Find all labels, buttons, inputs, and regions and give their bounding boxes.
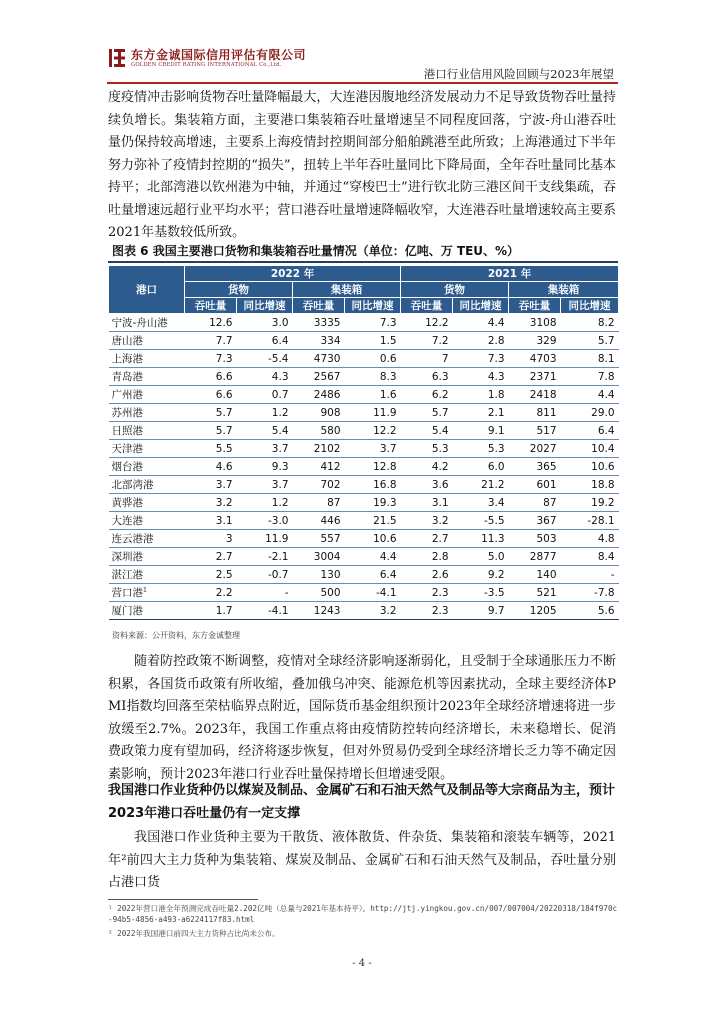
figure-title: 图表 6 我国主要港口货物和集装箱吞吐量情况（单位：亿吨、万 TEU、%） (112, 244, 520, 258)
container-throughput-2022-cell: 1243 (293, 602, 345, 620)
port-name-cell (109, 350, 185, 368)
container-throughput-2022-cell: 702 (293, 476, 345, 494)
goods-growth-2022-cell: -0.7 (237, 566, 293, 584)
container-throughput-2021-cell: 2027 (509, 440, 561, 458)
goods-throughput-2022-cell: 5.7 (185, 404, 237, 422)
port-name: 唐山港 (111, 335, 143, 347)
container-growth-2022-cell: 1.6 (345, 386, 401, 404)
goods-growth-2021-cell: 5.0 (453, 548, 509, 566)
goods-growth-2022-cell: 1.2 (237, 494, 293, 512)
section-heading: 我国港口作业货种仍以煤炭及制品、金属矿石和石油天然气及制品等大宗商品为主，预计2023年港口吞吐量仍有一定支撑 (108, 783, 616, 821)
document-title: 港口行业信用风险回顾与2023年展望 (423, 67, 614, 81)
goods-throughput-2021-cell: 2.3 (401, 602, 453, 620)
container-growth-2022-cell: 1.5 (345, 332, 401, 350)
goods-growth-2021-cell: 9.2 (453, 566, 509, 584)
port-name-cell (109, 584, 185, 602)
container-growth-2021-cell: 4.8 (561, 530, 619, 548)
container-throughput-2021-cell: 2418 (509, 386, 561, 404)
goods-throughput-2022-cell: 7.7 (185, 332, 237, 350)
col-header-2021: 2021 年 (401, 266, 619, 282)
container-throughput-2021-cell: 367 (509, 512, 561, 530)
col-header-throughput: 吞吐量 (509, 298, 561, 314)
table-row (109, 422, 619, 440)
goods-growth-2022-cell: 3.0 (237, 314, 293, 332)
goods-throughput-2021-cell: 2.8 (401, 548, 453, 566)
goods-growth-2021-cell: 5.3 (453, 440, 509, 458)
goods-throughput-2021-cell: 3.2 (401, 512, 453, 530)
goods-throughput-2021-cell: 12.2 (401, 314, 453, 332)
container-throughput-2021-cell: 1205 (509, 602, 561, 620)
container-growth-2022-cell: 11.9 (345, 404, 401, 422)
goods-growth-2021-cell: 6.0 (453, 458, 509, 476)
table-row (109, 368, 619, 386)
goods-throughput-2021-cell: 7.2 (401, 332, 453, 350)
table-row (109, 476, 619, 494)
container-growth-2021-cell: 5.6 (561, 602, 619, 620)
container-growth-2021-cell: 18.8 (561, 476, 619, 494)
container-throughput-2022-cell: 580 (293, 422, 345, 440)
container-throughput-2022-cell: 4730 (293, 350, 345, 368)
container-throughput-2022-cell: 87 (293, 494, 345, 512)
footnote-marker: 1 (143, 586, 147, 594)
container-throughput-2022-cell: 412 (293, 458, 345, 476)
container-growth-2022-cell: 12.8 (345, 458, 401, 476)
container-growth-2021-cell: 8.4 (561, 548, 619, 566)
port-name-cell (109, 494, 185, 512)
company-logo-icon (108, 48, 126, 68)
goods-throughput-2021-cell: 7 (401, 350, 453, 368)
container-growth-2022-cell: 4.4 (345, 548, 401, 566)
goods-growth-2021-cell: 2.1 (453, 404, 509, 422)
port-name: 日照港 (111, 425, 143, 437)
port-name: 营口港 (111, 587, 143, 599)
table-row (109, 458, 619, 476)
goods-throughput-2022-cell: 5.7 (185, 422, 237, 440)
container-growth-2022-cell: 7.3 (345, 314, 401, 332)
goods-growth-2022-cell: -4.1 (237, 602, 293, 620)
container-throughput-2022-cell: 130 (293, 566, 345, 584)
goods-growth-2022-cell: 0.7 (237, 386, 293, 404)
goods-throughput-2022-cell: 5.5 (185, 440, 237, 458)
goods-throughput-2021-cell: 5.4 (401, 422, 453, 440)
container-growth-2021-cell: - (561, 566, 619, 584)
port-name: 广州港 (111, 389, 143, 401)
goods-throughput-2022-cell: 6.6 (185, 368, 237, 386)
col-header-container-2021: 集装箱 (509, 282, 619, 298)
col-header-throughput: 吞吐量 (401, 298, 453, 314)
container-growth-2021-cell: 19.2 (561, 494, 619, 512)
container-throughput-2022-cell: 2102 (293, 440, 345, 458)
goods-throughput-2022-cell: 2.7 (185, 548, 237, 566)
container-throughput-2021-cell: 503 (509, 530, 561, 548)
port-name: 宁波-舟山港 (111, 317, 168, 329)
company-name-en: GOLDEN CREDIT RATING INTERNATIONAL Co.,Ltd. (131, 62, 282, 68)
container-throughput-2021-cell: 365 (509, 458, 561, 476)
goods-throughput-2021-cell: 2.6 (401, 566, 453, 584)
port-name-cell (109, 476, 185, 494)
goods-growth-2021-cell: 2.8 (453, 332, 509, 350)
col-header-throughput: 吞吐量 (185, 298, 237, 314)
container-growth-2022-cell: 19.3 (345, 494, 401, 512)
footnote-divider (108, 899, 258, 900)
goods-throughput-2021-cell: 4.2 (401, 458, 453, 476)
container-throughput-2021-cell: 521 (509, 584, 561, 602)
container-throughput-2021-cell: 2877 (509, 548, 561, 566)
col-header-2022: 2022 年 (185, 266, 401, 282)
goods-growth-2022-cell: 3.7 (237, 440, 293, 458)
goods-growth-2022-cell: 5.4 (237, 422, 293, 440)
goods-throughput-2021-cell: 5.7 (401, 404, 453, 422)
table-row (109, 332, 619, 350)
goods-growth-2022-cell: -2.1 (237, 548, 293, 566)
col-header-growth: 同比增速 (345, 298, 401, 314)
container-throughput-2022-cell: 334 (293, 332, 345, 350)
port-name: 北部湾港 (111, 479, 154, 491)
goods-throughput-2021-cell: 5.3 (401, 440, 453, 458)
container-throughput-2022-cell: 2567 (293, 368, 345, 386)
goods-growth-2021-cell: 7.3 (453, 350, 509, 368)
body-paragraph-1: 度疫情冲击影响货物吞吐量降幅最大，大连港因腹地经济发展动力不足导致货物吞吐量持续负增长。集装箱方面，主要港口集装箱吞吐量增速呈不同程度回落，宁波-舟山港吞吐量仍保持较高增速，主要系上海疫情封控期间部分船舶跳港至此所致；上海港通过下半年努力弥补了疫情封控期的“损失”，扭转上半年吞吐量同比下降局面，全年吞吐量同比基本持平；北部湾港以钦州港为中轴，并通过“穿梭巴士”进行钦北防三港区间干支线集疏，吞吐量增速远超行业平均水平；营口港吞吐量增速降幅收窄，大连港吞吐量增速较高主要系2021年基数较低所致。 (108, 90, 616, 240)
container-growth-2022-cell: 3.2 (345, 602, 401, 620)
container-throughput-2021-cell: 4703 (509, 350, 561, 368)
goods-growth-2021-cell: -3.5 (453, 584, 509, 602)
port-name-cell (109, 368, 185, 386)
container-growth-2021-cell: 6.4 (561, 422, 619, 440)
container-growth-2021-cell: 5.7 (561, 332, 619, 350)
goods-growth-2022-cell: 9.3 (237, 458, 293, 476)
goods-throughput-2021-cell: 6.2 (401, 386, 453, 404)
table-row (109, 548, 619, 566)
goods-throughput-2021-cell: 3.1 (401, 494, 453, 512)
goods-growth-2021-cell: 9.7 (453, 602, 509, 620)
container-throughput-2022-cell: 2486 (293, 386, 345, 404)
container-throughput-2022-cell: 3004 (293, 548, 345, 566)
container-growth-2022-cell: 0.6 (345, 350, 401, 368)
container-throughput-2022-cell: 3335 (293, 314, 345, 332)
container-throughput-2022-cell: 908 (293, 404, 345, 422)
goods-throughput-2022-cell: 2.2 (185, 584, 237, 602)
figure-title-rule (108, 261, 618, 263)
port-name: 烟台港 (111, 461, 143, 473)
container-growth-2021-cell: 7.8 (561, 368, 619, 386)
col-header-growth: 同比增速 (561, 298, 619, 314)
goods-throughput-2022-cell: 2.5 (185, 566, 237, 584)
goods-throughput-2022-cell: 4.6 (185, 458, 237, 476)
port-name-cell (109, 440, 185, 458)
goods-growth-2021-cell: 11.3 (453, 530, 509, 548)
goods-growth-2021-cell: 4.4 (453, 314, 509, 332)
goods-throughput-2021-cell: 6.3 (401, 368, 453, 386)
table-row (109, 386, 619, 404)
port-name-cell (109, 458, 185, 476)
goods-growth-2021-cell: 21.2 (453, 476, 509, 494)
container-throughput-2021-cell: 601 (509, 476, 561, 494)
table-row (109, 512, 619, 530)
container-growth-2022-cell: 16.8 (345, 476, 401, 494)
container-growth-2022-cell: 21.5 (345, 512, 401, 530)
port-name: 连云港港 (111, 533, 154, 545)
container-growth-2021-cell: 8.2 (561, 314, 619, 332)
footnote-2: ² 2022年我国港口前四大主力货种占比尚未公布。 (108, 929, 280, 938)
goods-growth-2021-cell: 1.8 (453, 386, 509, 404)
goods-growth-2021-cell: -5.5 (453, 512, 509, 530)
container-throughput-2021-cell: 87 (509, 494, 561, 512)
port-name-cell (109, 512, 185, 530)
goods-growth-2021-cell: 4.3 (453, 368, 509, 386)
port-name-cell (109, 548, 185, 566)
goods-growth-2022-cell: 11.9 (237, 530, 293, 548)
goods-throughput-2022-cell: 3.2 (185, 494, 237, 512)
goods-growth-2021-cell: 9.1 (453, 422, 509, 440)
container-throughput-2021-cell: 3108 (509, 314, 561, 332)
table-row (109, 602, 619, 620)
goods-throughput-2022-cell: 1.7 (185, 602, 237, 620)
goods-growth-2022-cell: 3.7 (237, 476, 293, 494)
goods-throughput-2022-cell: 3.7 (185, 476, 237, 494)
company-name-cn: 东方金诚国际信用评估有限公司 (131, 48, 307, 62)
goods-throughput-2022-cell: 12.6 (185, 314, 237, 332)
container-throughput-2021-cell: 140 (509, 566, 561, 584)
table-row (109, 530, 619, 548)
goods-growth-2022-cell: - (237, 584, 293, 602)
goods-throughput-2022-cell: 7.3 (185, 350, 237, 368)
table-row (109, 494, 619, 512)
col-header-goods-2021: 货物 (401, 282, 509, 298)
body-paragraph-2: 随着防控政策不断调整，疫情对全球经济影响逐渐弱化，且受制于全球通胀压力不断积累，各国货币政策有所收缩，叠加俄乌冲突、能源危机等因素扰动，全球主要经济体PMI指数均回落至荣枯临界点附近，国际货币基金组织预计2023年全球经济增速将进一步放缓至2.7%。2023年，我国工作重点将由疫情防控转向经济增长，未来稳增长、促消费政策力度有望加码，经济将逐步恢复，但对外贸易仍受到全球经济增长乏力等不确定因素影响，预计2023年港口行业吞吐量保持增长但增速受限。 (108, 654, 616, 782)
container-growth-2022-cell: 6.4 (345, 566, 401, 584)
container-growth-2021-cell: -7.8 (561, 584, 619, 602)
col-header-goods-2022: 货物 (185, 282, 293, 298)
header-divider (107, 82, 618, 84)
port-name-cell (109, 386, 185, 404)
port-name-cell (109, 314, 185, 332)
port-name-cell (109, 530, 185, 548)
port-throughput-table (108, 265, 619, 620)
container-growth-2021-cell: 10.4 (561, 440, 619, 458)
goods-growth-2022-cell: 1.2 (237, 404, 293, 422)
port-name: 天津港 (111, 443, 143, 455)
port-name-cell (109, 422, 185, 440)
container-throughput-2022-cell: 557 (293, 530, 345, 548)
container-throughput-2022-cell: 500 (293, 584, 345, 602)
table-row (109, 566, 619, 584)
table-row (109, 440, 619, 458)
port-name-cell (109, 332, 185, 350)
table-row (109, 404, 619, 422)
port-name-cell (109, 566, 185, 584)
col-header-growth: 同比增速 (453, 298, 509, 314)
port-name: 上海港 (111, 353, 143, 365)
container-growth-2022-cell: 3.7 (345, 440, 401, 458)
goods-growth-2022-cell: -3.0 (237, 512, 293, 530)
body-paragraph-3: 我国港口作业货种主要为干散货、液体散货、件杂货、集装箱和滚装车辆等，2021年²前四大主力货种为集装箱、煤炭及制品、金属矿石和石油天然气及制品，吞吐量分别占港口货 (108, 830, 616, 890)
col-header-port: 港口 (109, 266, 185, 314)
port-name: 大连港 (111, 515, 143, 527)
container-growth-2022-cell: 10.6 (345, 530, 401, 548)
goods-throughput-2022-cell: 3 (185, 530, 237, 548)
table-row (109, 584, 619, 602)
port-name: 深圳港 (111, 551, 143, 563)
port-name-cell (109, 602, 185, 620)
goods-throughput-2021-cell: 3.6 (401, 476, 453, 494)
goods-throughput-2022-cell: 3.1 (185, 512, 237, 530)
goods-throughput-2021-cell: 2.3 (401, 584, 453, 602)
container-growth-2021-cell: 4.4 (561, 386, 619, 404)
goods-growth-2022-cell: -5.4 (237, 350, 293, 368)
port-name: 黄骅港 (111, 497, 143, 509)
container-growth-2022-cell: 8.3 (345, 368, 401, 386)
goods-growth-2022-cell: 4.3 (237, 368, 293, 386)
container-growth-2022-cell: -4.1 (345, 584, 401, 602)
container-throughput-2021-cell: 2371 (509, 368, 561, 386)
port-name: 厦门港 (111, 605, 143, 617)
table-row (109, 314, 619, 332)
page-number: - 4 - (352, 958, 372, 969)
container-growth-2021-cell: -28.1 (561, 512, 619, 530)
port-name: 苏州港 (111, 407, 143, 419)
goods-throughput-2021-cell: 2.7 (401, 530, 453, 548)
container-growth-2021-cell: 29.0 (561, 404, 619, 422)
container-throughput-2021-cell: 811 (509, 404, 561, 422)
port-name-cell (109, 404, 185, 422)
footnote-1: ¹ 2022年营口港全年预测完成吞吐量2.202亿吨（总量与2021年基本持平）。http://jtj.yingkou.gov.cn/007/007004/20220318/184f970c-94b5-4856-a493-a6224117f83.html (108, 904, 618, 924)
container-throughput-2021-cell: 517 (509, 422, 561, 440)
container-throughput-2021-cell: 329 (509, 332, 561, 350)
figure-source: 资料来源：公开资料，东方金诚整理 (112, 631, 240, 640)
goods-throughput-2022-cell: 6.6 (185, 386, 237, 404)
goods-growth-2021-cell: 3.4 (453, 494, 509, 512)
port-name: 湛江港 (111, 569, 143, 581)
table-row (109, 350, 619, 368)
goods-growth-2022-cell: 6.4 (237, 332, 293, 350)
container-growth-2021-cell: 10.6 (561, 458, 619, 476)
col-header-throughput: 吞吐量 (293, 298, 345, 314)
col-header-container-2022: 集装箱 (293, 282, 401, 298)
container-growth-2021-cell: 8.1 (561, 350, 619, 368)
port-name: 青岛港 (111, 371, 143, 383)
container-throughput-2022-cell: 446 (293, 512, 345, 530)
col-header-growth: 同比增速 (237, 298, 293, 314)
container-growth-2022-cell: 12.2 (345, 422, 401, 440)
